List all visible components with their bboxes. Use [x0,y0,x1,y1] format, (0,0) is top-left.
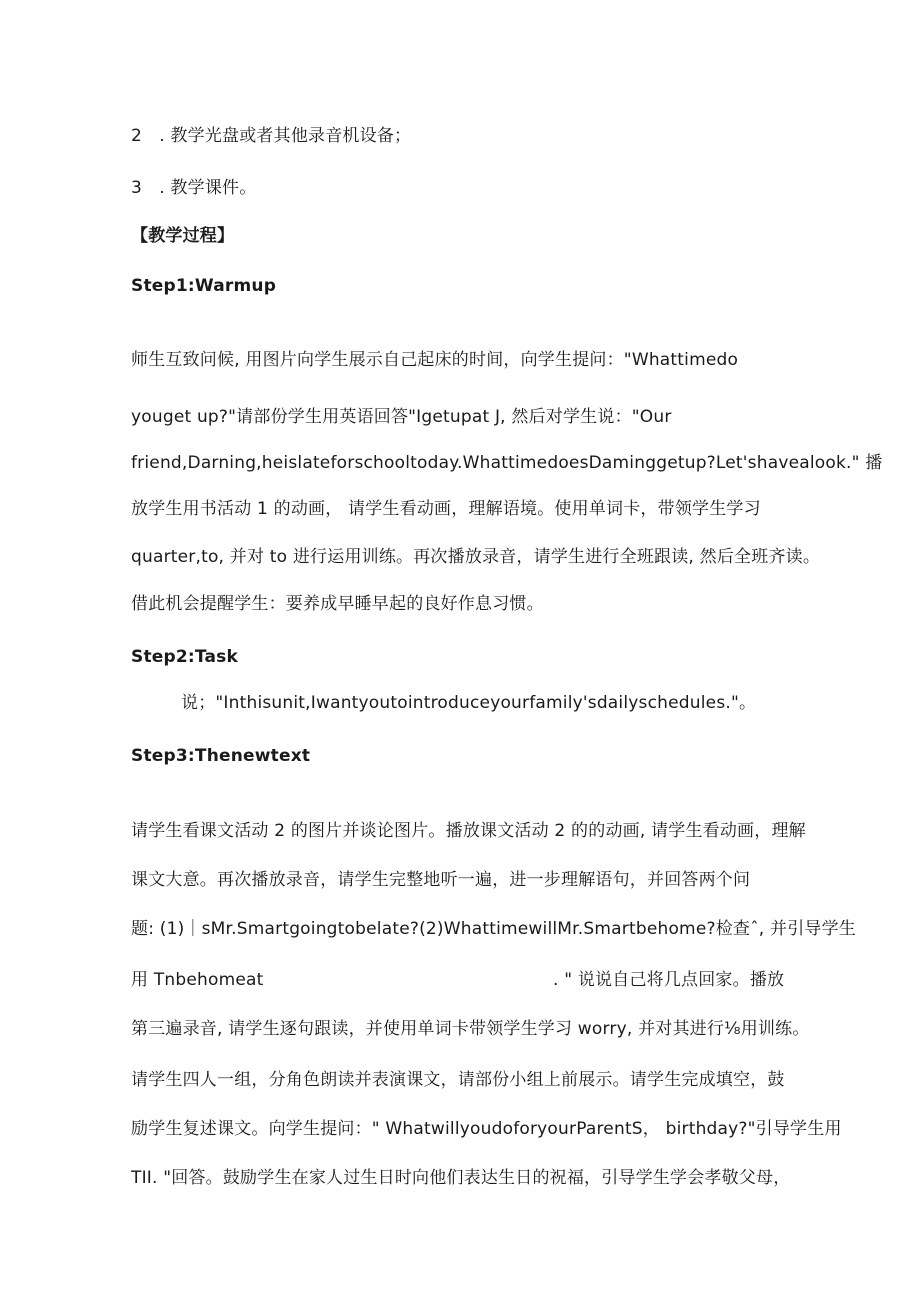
step3-line-1: 请学生看课文活动 2 的图片并谈论图片。播放课文活动 2 的的动画, 请学生看动画，理解 [131,821,806,841]
step1-line-1: 师生互致问候, 用图片向学生展示自己起床的时间，向学生提问："Whattimedo [131,350,739,370]
step3-line-4b: . " 说说自己将几点回家。播放 [553,970,785,990]
step2-line: 说；"Inthisunit,Iwantyoutointroduceyourfamily'sdailyschedules."。 [181,693,757,713]
step3-line-2: 课文大意。再次播放录音，请学生完整地听一遍，进一步理解语句，并回答两个问 [131,870,751,890]
step1-line-3: friend,Darning,heislateforschooltoday.WhattimedoesDaminggetup?Let'shavealook." 播 [131,453,883,473]
step1-line-6: 借此机会提醒学生：要养成早睡早起的良好作息习惯。 [131,594,544,614]
list-item-2: 3 . 教学课件。 [131,178,257,198]
step1-line-5: quarter,to, 并对 to 进行运用训练。再次播放录音，请学生进行全班跟读, 然后全班齐读。 [131,547,821,567]
step1-heading: Step1:Warmup [131,276,277,296]
process-heading: 【教学过程】 [131,226,235,246]
step3-line-3: 题: (1)｜sMr.Smartgoingtobelate?(2)WhattimewillMr.Smartbehome?检查ˆ, 并引导学生 [131,919,857,939]
step1-line-2: youget up?"请部份学生用英语回答"Igetupat J, 然后对学生说："Our [131,407,672,427]
step3-line-8: TII. "回答。鼓励学生在家人过生日时向他们表达生日的祝福，引导学生学会孝敬父母， [131,1168,791,1188]
step3-line-5: 第三遍录音, 请学生逐句跟读，并使用单词卡带领学生学习 worry, 并对其进行⅛用训练。 [131,1019,810,1039]
step2-heading: Step2:Task [131,647,238,667]
step3-line-7: 励学生复述课文。向学生提问：" WhatwillyoudoforyourParentS， birthday?"引导学生用 [131,1119,842,1139]
step1-line-4: 放学生用书活动 1 的动画， 请学生看动画，理解语境。使用单词卡，带领学生学习 [131,499,761,519]
step3-line-4a: 用 Tnbehomeat [131,970,264,990]
step3-line-6: 请学生四人一组，分角色朗读并表演课文，请部份小组上前展示。请学生完成填空，鼓 [131,1070,785,1090]
list-item-1: 2 . 教学光盘或者其他录音机设备； [131,126,412,146]
step3-heading: Step3:Thenewtext [131,746,311,766]
